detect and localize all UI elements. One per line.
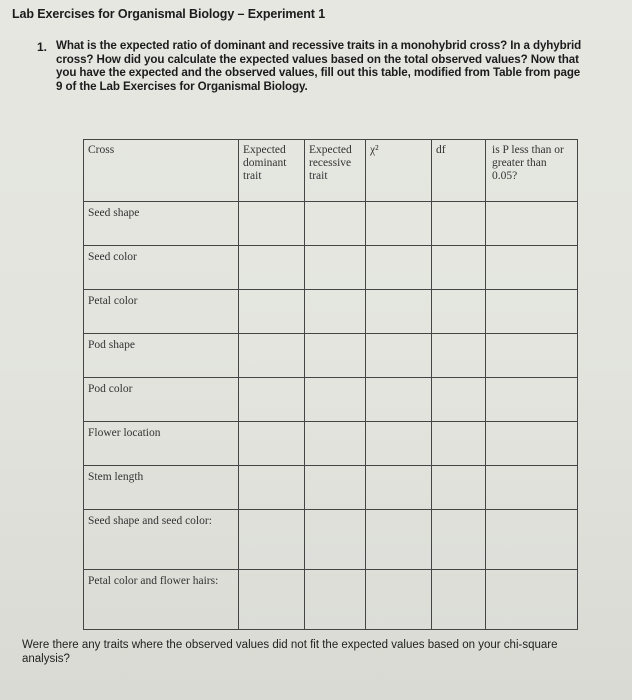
page-title: Lab Exercises for Organismal Biology – Experiment 1 xyxy=(12,7,326,21)
table-row xyxy=(84,246,578,290)
table-row xyxy=(84,570,578,630)
blank-cell[interactable] xyxy=(239,334,305,378)
blank-cell[interactable] xyxy=(366,510,432,570)
blank-cell[interactable] xyxy=(486,422,578,466)
blank-cell[interactable] xyxy=(305,202,366,246)
row-label: Seed color xyxy=(84,246,239,290)
blank-cell[interactable] xyxy=(432,422,486,466)
blank-cell[interactable] xyxy=(486,570,578,630)
table-row xyxy=(84,334,578,378)
followup-question: Were there any traits where the observed values did not fit the expected values based on your chi-square analysis? xyxy=(22,639,558,665)
row-label: Seed shape and seed color: xyxy=(84,510,239,570)
row-label: Seed shape xyxy=(84,202,239,246)
blank-cell[interactable] xyxy=(305,570,366,630)
blank-cell[interactable] xyxy=(486,202,578,246)
blank-cell[interactable] xyxy=(366,466,432,510)
blank-cell[interactable] xyxy=(486,290,578,334)
blank-cell[interactable] xyxy=(305,466,366,510)
blank-cell[interactable] xyxy=(366,334,432,378)
blank-cell[interactable] xyxy=(486,378,578,422)
blank-cell[interactable] xyxy=(366,422,432,466)
blank-cell[interactable] xyxy=(366,570,432,630)
blank-cell[interactable] xyxy=(432,334,486,378)
blank-cell[interactable] xyxy=(239,422,305,466)
results-table xyxy=(83,139,578,630)
blank-cell[interactable] xyxy=(432,510,486,570)
blank-cell[interactable] xyxy=(305,422,366,466)
table-row xyxy=(84,466,578,510)
blank-cell[interactable] xyxy=(486,466,578,510)
header-p-value: is P less than or greater than 0.05? xyxy=(486,140,578,202)
blank-cell[interactable] xyxy=(432,290,486,334)
question-text: What is the expected ratio of dominant and recessive traits in a monohybrid cross? In a dyhybrid cross? How did you calculate the expected values based on the total observed values? Now that you have the expected and the observed values, fill out this table, modified from Table from page 9 of the Lab Exercises for Organismal Biology. xyxy=(56,39,582,93)
question-number: 1. xyxy=(37,40,48,54)
blank-cell[interactable] xyxy=(239,570,305,630)
blank-cell[interactable] xyxy=(239,510,305,570)
blank-cell[interactable] xyxy=(366,378,432,422)
blank-cell[interactable] xyxy=(239,378,305,422)
table-row xyxy=(84,202,578,246)
blank-cell[interactable] xyxy=(432,202,486,246)
table-row xyxy=(84,422,578,466)
row-label: Petal color xyxy=(84,290,239,334)
row-label: Pod shape xyxy=(84,334,239,378)
blank-cell[interactable] xyxy=(432,246,486,290)
blank-cell[interactable] xyxy=(305,378,366,422)
row-label: Stem length xyxy=(84,466,239,510)
header-row xyxy=(84,140,578,202)
blank-cell[interactable] xyxy=(305,246,366,290)
header-expected-recessive: Expected recessive trait xyxy=(305,140,366,202)
blank-cell[interactable] xyxy=(486,510,578,570)
blank-cell[interactable] xyxy=(432,466,486,510)
header-chi-square: χ² xyxy=(366,140,432,202)
row-label: Flower location xyxy=(84,422,239,466)
blank-cell[interactable] xyxy=(239,466,305,510)
blank-cell[interactable] xyxy=(239,202,305,246)
blank-cell[interactable] xyxy=(305,334,366,378)
blank-cell[interactable] xyxy=(366,202,432,246)
blank-cell[interactable] xyxy=(305,290,366,334)
blank-cell[interactable] xyxy=(486,246,578,290)
blank-cell[interactable] xyxy=(432,570,486,630)
header-df: df xyxy=(432,140,486,202)
blank-cell[interactable] xyxy=(366,290,432,334)
table-row xyxy=(84,510,578,570)
table-row xyxy=(84,378,578,422)
header-expected-dominant: Expected dominant trait xyxy=(239,140,305,202)
blank-cell[interactable] xyxy=(305,510,366,570)
blank-cell[interactable] xyxy=(432,378,486,422)
blank-cell[interactable] xyxy=(239,246,305,290)
header-cross: Cross xyxy=(84,140,239,202)
blank-cell[interactable] xyxy=(366,246,432,290)
blank-cell[interactable] xyxy=(486,334,578,378)
row-label: Pod color xyxy=(84,378,239,422)
row-label: Petal color and flower hairs: xyxy=(84,570,239,630)
blank-cell[interactable] xyxy=(239,290,305,334)
table-row xyxy=(84,290,578,334)
